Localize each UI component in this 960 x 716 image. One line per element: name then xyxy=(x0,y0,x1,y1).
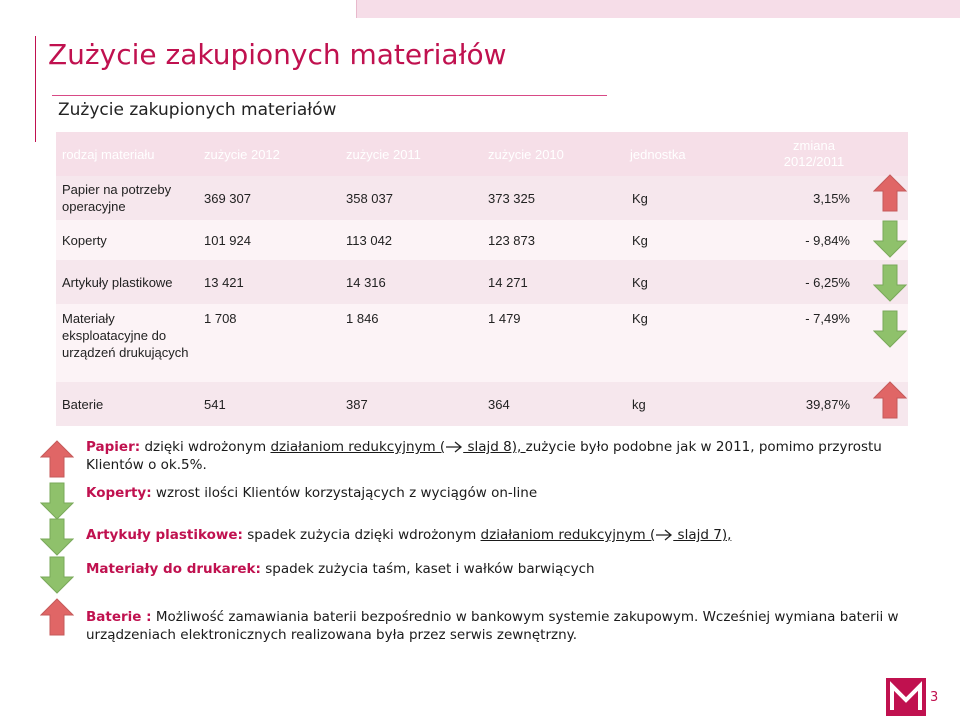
note-link[interactable] xyxy=(270,439,525,455)
table-caption: Zużycie zakupionych materiałów xyxy=(58,100,337,120)
cell-change: - 6,25% xyxy=(766,260,908,304)
cell-2012: 541 xyxy=(198,382,340,426)
header-2012: zużycie 2012 xyxy=(198,132,340,176)
cell-material: Koperty xyxy=(56,220,198,260)
note-link-text: działaniom redukcyjnym ( xyxy=(480,527,656,543)
cell-2011: 358 037 xyxy=(340,176,482,220)
green-down-arrow-icon xyxy=(40,556,74,594)
cell-2011: 14 316 xyxy=(340,260,482,304)
cell-2010: 14 271 xyxy=(482,260,624,304)
note-label: Papier: xyxy=(86,439,141,455)
cell-change: - 7,49% xyxy=(766,304,908,382)
top-decorative-band xyxy=(356,0,960,18)
cell-material: Papier na potrzeby operacyjne xyxy=(56,176,198,220)
red-up-arrow-icon xyxy=(873,381,907,419)
right-arrow-icon xyxy=(445,441,463,453)
note-text: dzięki wdrożonym xyxy=(140,439,271,455)
green-down-arrow-icon xyxy=(40,518,74,556)
red-up-arrow-icon xyxy=(873,174,907,212)
cell-2011: 1 846 xyxy=(340,304,482,382)
subtitle-rule xyxy=(52,95,607,96)
table-row xyxy=(56,304,908,382)
note-envelopes xyxy=(86,484,537,502)
note-link[interactable] xyxy=(481,527,732,543)
cell-change: 3,15% xyxy=(766,176,908,220)
cell-2010: 364 xyxy=(482,382,624,426)
table-row xyxy=(56,382,908,426)
page-number: 3 xyxy=(930,690,939,705)
usage-table xyxy=(56,132,908,426)
note-label: Artykuły plastikowe: xyxy=(86,527,243,543)
cell-change: 39,87% xyxy=(766,382,908,426)
note-label: Koperty: xyxy=(86,485,152,501)
header-2011: zużycie 2011 xyxy=(340,132,482,176)
note-paper xyxy=(86,438,936,474)
cell-2011: 387 xyxy=(340,382,482,426)
cell-unit: Kg xyxy=(624,220,766,260)
cell-2010: 1 479 xyxy=(482,304,624,382)
note-link-text: działaniom redukcyjnym ( xyxy=(270,439,446,455)
cell-unit: Kg xyxy=(624,304,766,382)
cell-material: Materiały eksploatacyjne do urządzeń drukujących xyxy=(56,304,198,382)
header-unit: jednostka xyxy=(624,132,766,176)
cell-2012: 369 307 xyxy=(198,176,340,220)
note-link-slide: slajd 8), xyxy=(463,439,526,455)
green-down-arrow-icon xyxy=(873,220,907,258)
slide-title: Zużycie zakupionych materiałów xyxy=(48,38,507,71)
red-up-arrow-icon xyxy=(40,598,74,636)
green-down-arrow-icon xyxy=(873,310,907,348)
note-label: Baterie : xyxy=(86,609,152,625)
header-change-label: zmiana 2012/2011 xyxy=(783,138,845,169)
note-text: spadek zużycia dzięki wdrożonym xyxy=(242,527,481,543)
note-text: spadek zużycia taśm, kaset i wałków barwiących xyxy=(260,561,595,577)
cell-2011: 113 042 xyxy=(340,220,482,260)
red-up-arrow-icon xyxy=(40,440,74,478)
header-2010: zużycie 2010 xyxy=(482,132,624,176)
cell-2010: 373 325 xyxy=(482,176,624,220)
note-text-after: zużycie było podobne jak w 2011, pomimo przyrostu Klientów o ok.5%. xyxy=(86,439,882,473)
m-logo-icon xyxy=(886,678,926,716)
green-down-arrow-icon xyxy=(40,482,74,520)
cell-2012: 101 924 xyxy=(198,220,340,260)
table-row xyxy=(56,260,908,304)
note-label: Materiały do drukarek: xyxy=(86,561,261,577)
note-text: wzrost ilości Klientów korzystających z wyciągów on-line xyxy=(151,485,538,501)
cell-material: Baterie xyxy=(56,382,198,426)
title-accent-line xyxy=(35,36,36,142)
green-down-arrow-icon xyxy=(873,264,907,302)
table-row xyxy=(56,220,908,260)
table-row xyxy=(56,176,908,220)
cell-change: - 9,84% xyxy=(766,220,908,260)
note-printer-supplies xyxy=(86,560,595,578)
right-arrow-icon xyxy=(655,529,673,541)
note-link-slide: slajd 7), xyxy=(673,527,732,543)
cell-unit: Kg xyxy=(624,260,766,304)
cell-material: Artykuły plastikowe xyxy=(56,260,198,304)
note-text: Możliwość zamawiania baterii bezpośrednio w bankowym systemie zakupowym. Wcześniej wymiana baterii w urządzeniach elektronicznych realizowana była przez serwis zewnętrzny. xyxy=(86,609,899,643)
cell-unit: kg xyxy=(624,382,766,426)
header-change xyxy=(766,132,908,176)
cell-unit: Kg xyxy=(624,176,766,220)
cell-2012: 1 708 xyxy=(198,304,340,382)
note-plastics xyxy=(86,526,731,544)
header-material: rodzaj materiału xyxy=(56,132,198,176)
note-batteries xyxy=(86,608,936,644)
table-header-row xyxy=(56,132,908,176)
cell-2012: 13 421 xyxy=(198,260,340,304)
cell-2010: 123 873 xyxy=(482,220,624,260)
